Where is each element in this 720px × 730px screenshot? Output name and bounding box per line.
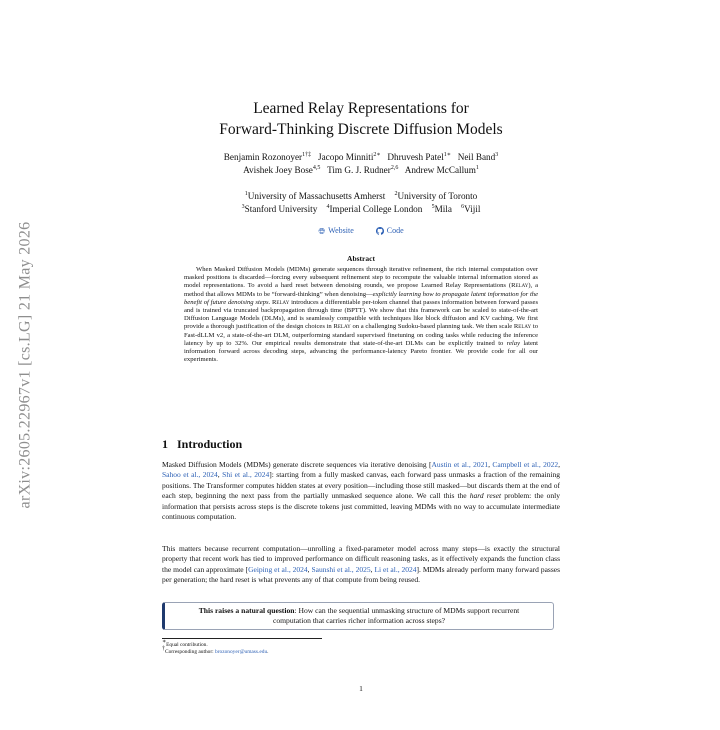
github-icon: [376, 226, 384, 236]
citation-link[interactable]: Li et al., 2024: [374, 564, 417, 574]
relay-name: Relay: [511, 282, 529, 290]
footnote-corresponding-author: [162, 646, 560, 656]
author-mark: 2,6: [390, 164, 399, 171]
affiliation-name: University of Massachusetts Amherst: [247, 191, 386, 201]
abstract-segment: on a challenging Sudoku-based planning task. We then scale: [350, 323, 514, 331]
citation-link[interactable]: Austin et al., 2021: [431, 460, 489, 469]
abstract-segment: .: [268, 298, 273, 306]
callout-text: [179, 606, 539, 627]
question-callout-box: [162, 602, 554, 630]
citation-link[interactable]: Sahoo et al., 2024: [162, 470, 218, 480]
author-mark: 3: [495, 151, 499, 158]
title-line-2: Forward-Thinking Discrete Diffusion Models: [219, 121, 503, 138]
section-heading-introduction: [162, 437, 242, 452]
citation-link[interactable]: Saunshi et al., 2025: [311, 564, 371, 574]
affiliation-mark: 4: [326, 203, 330, 210]
author-name: Benjamin Rozonoyer: [223, 152, 303, 162]
relay-name: Relay: [513, 323, 532, 331]
relay-name: Relay: [333, 323, 351, 331]
affiliation-mark: 5: [431, 203, 435, 210]
affiliation-mark: 6: [461, 203, 465, 210]
section-number: 1: [162, 437, 168, 451]
abstract-text: [184, 266, 538, 364]
abstract-segment: latent information forward across decoding steps, advancing the performance-latency Pareto frontier. We provide code for all our experiments.: [184, 339, 538, 364]
author-name: Avishek Joey Bose: [243, 164, 313, 175]
code-link-label: Code: [386, 226, 404, 235]
intro-paragraph-1: Masked Diffusion Models (MDMs) generate discrete sequences via iterative denoising [Austin et al., 2021, Campbell et al., 2022, Sahoo et al., 2024, Shi et al., 2024]: starting from a fully masked canvas, each forward pass unmasks a fraction of the remaining positions. The Transformer computes hidden states at every position—including those still masked—but discards them at the end of each step, beginning the next pass from the partially unmasked sequence alone. We call this the hard reset problem: the only information that persists across steps is the discrete tokens just committed, leaving MDMs with no way to accumulate intermediate continuous computation.: [162, 460, 561, 522]
title-line-1: Learned Relay Representations for: [253, 100, 469, 117]
abstract-segment: When Masked Diffusion Models (MDMs) generate sequences through iterative refinement, the rich internal computation over masked positions is discarded—forcing every subsequent refinement step to recompute the valuable internal information stored as model representations. To avoid a hard reset between denoising rounds, we propose Learned Relay Representations (: [184, 266, 538, 290]
author-name: Andrew McCallum: [404, 164, 476, 175]
abstract-emphasis: relay: [506, 339, 520, 347]
abstract-heading: Abstract: [347, 254, 375, 263]
affiliation-mark: 2: [394, 190, 398, 197]
author-name: Jacopo Minniti: [318, 152, 374, 162]
abstract-emphasis: explicitly learning how to propagate latent information for the benefit of future denoising steps: [184, 290, 538, 306]
footnote-mark: ∗: [162, 639, 167, 646]
paragraph-emphasis: hard reset: [469, 491, 502, 501]
author-name: Dhruvesh Patel: [387, 152, 444, 162]
paragraph-segment: ]. MDMs already perform many forward passes per generation; the hard reset is what prevents any of that compute from being reused.: [162, 564, 561, 585]
intro-paragraph-2: This matters because recurrent computation—unrolling a fixed-parameter model across many steps—is exactly the structural property that recent work has tied to improved performance on difficult reasoning tasks, as it effectively expands the function class the model can approximate [Geiping et al., 2024, Saunshi et al., 2025, Li et al., 2024]. MDMs already perform many forward passes per generation; the hard reset is what prevents any of that compute from being reused.: [162, 544, 561, 585]
affiliation-list: [162, 190, 560, 215]
paragraph-segment: ]: starting from a fully masked canvas, each forward pass unmasks a fraction of the remaining positions. The Transformer computes hidden states at every position—including those still masked—but discards them at the end of each step, beginning the next pass from the partially unmasked sequence alone. We call this the: [162, 470, 560, 501]
citation-link[interactable]: Shi et al., 2024: [222, 470, 270, 480]
author-mark: 2∗: [373, 151, 381, 158]
footnote-equal-contribution: [162, 639, 560, 649]
affiliation-name: Imperial College London: [329, 203, 423, 214]
page-number: 1: [359, 684, 363, 693]
footnote-mark: †: [162, 646, 165, 653]
affiliation-name: University of Toronto: [397, 191, 478, 201]
paragraph-segment: problem: the only information that persists across steps is the discrete tokens just committed, leaving MDMs with no way to accumulate intermediate continuous computation.: [162, 491, 560, 522]
paragraph-segment: This matters because recurrent computation—unrolling a fixed-parameter model across many steps—is exactly the structural property that recent work has tied to improved performance on difficult reasoning tasks, as it effectively expands the function class the model can approximate [: [162, 544, 560, 574]
affiliation-name: Vijil: [464, 203, 481, 214]
abstract-segment: introduces a differentiable per-token channel that passes information between forward passes and is trained via truncated backpropagation through time (BPTT). We show that this framework can be scaled to state-of-the-art Diffusion Language Models (DLMs), and is seamlessly compatible with techniques like block diffusion and KV caching. We first provide a thorough justification of the design choices in: [184, 298, 539, 331]
author-name: Neil Band: [457, 152, 496, 162]
paper-title: [162, 98, 560, 140]
relay-name: Relay: [272, 298, 290, 306]
paragraph-segment: Masked Diffusion Models (MDMs) generate discrete sequences via iterative denoising [: [162, 460, 432, 469]
website-link-label: Website: [328, 226, 354, 235]
footnote-text: Equal contribution.: [166, 642, 208, 648]
abstract-segment: ), a method that allows MDMs to be “forward-thinking” when denoising—: [184, 282, 539, 298]
footnote-rule: [162, 638, 322, 639]
affiliation-mark: 3: [241, 203, 245, 210]
citation-link[interactable]: Campbell et al., 2022: [492, 460, 559, 469]
website-link[interactable]: [318, 226, 353, 235]
author-name: Tim G. J. Rudner: [327, 164, 391, 175]
author-mark: 1†‡: [302, 151, 312, 158]
resource-links: [162, 226, 560, 237]
affiliation-name: Stanford University: [244, 203, 318, 214]
author-list: [162, 151, 560, 176]
citation-link[interactable]: Geiping et al., 2024: [248, 564, 308, 574]
affiliation-name: Mila: [434, 203, 452, 214]
affiliation-mark: 1: [244, 190, 248, 197]
globe-icon: 🌐︎: [318, 226, 326, 236]
author-mark: 1: [475, 164, 479, 171]
section-title: Introduction: [177, 437, 243, 451]
arxiv-sidebar: [6, 205, 44, 525]
callout-lead: This raises a natural question: [198, 605, 295, 615]
abstract-segment: to Fast-dLLM v2, a state-of-the-art DLM, outperforming standard supervised finetuning on coding tasks while reducing the inference latency by up to 32%. Our empirical results demonstrate that state-of-the-art DLMs can be explicitly trained to: [184, 323, 538, 347]
footnotes: [162, 639, 560, 656]
author-mark: 4,5: [312, 164, 321, 171]
code-link[interactable]: [376, 226, 404, 235]
author-mark: 1∗: [443, 151, 451, 158]
footnote-text: Corresponding author:: [165, 649, 216, 655]
author-email-link[interactable]: brozonoyer@umass.edu: [215, 649, 268, 655]
callout-body: : How can the sequential unmasking structure of MDMs support recurrent computation that carries richer information across steps?: [272, 605, 520, 625]
arxiv-identifier: arXiv:2605.22967v1 [cs.LG] 21 May 2026: [16, 221, 34, 509]
footnote-text: .: [267, 649, 269, 655]
